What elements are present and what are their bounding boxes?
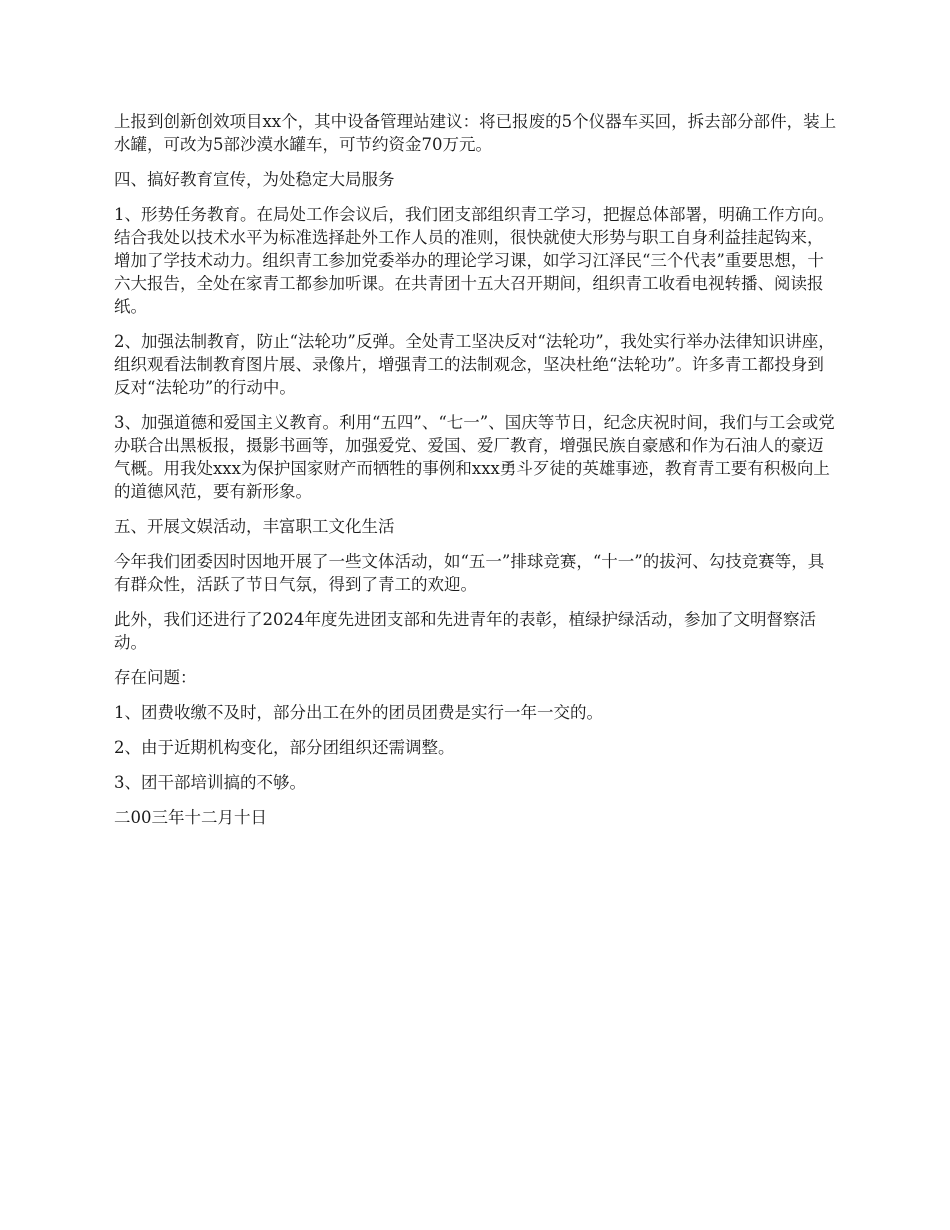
document-body — [114, 110, 839, 841]
paragraph-situation-education: 1、形势任务教育。在局处工作会议后，我们团支部组织青工学习，把握总体部署，明确工作方向。结合我处以技术水平为标准选择赴外工作人员的准则，很快就使大形势与职工自身利益挂起钩来，增加了学技术动力。组织青工参加党委举办的理论学习课，如学习江泽民“三个代表”重要思想，十六大报告，全处在家青工都参加听课。在共青团十五大召开期间，组织青工收看电视转播、阅读报纸。 — [114, 205, 834, 316]
problem-item-3: 3、团干部培训搞的不够。 — [114, 773, 306, 792]
problem-item-1: 1、团费收缴不及时，部分出工在外的团员团费是实行一年一交的。 — [114, 703, 603, 722]
document-date: 二00三年十二月十日 — [114, 808, 267, 827]
paragraph-legal-education: 2、加强法制教育，防止“法轮功”反弹。全处青工坚决反对“法轮功”，我处实行举办法律知识讲座，组织观看法制教育图片展、录像片，增强青工的法制观念，坚决杜绝“法轮功”。许多青工都投身到反对“法轮功”的行动中。 — [114, 332, 835, 397]
paragraph-commendation: 此外，我们还进行了2024年度先进团支部和先进青年的表彰，植绿护绿活动，参加了文明督察活动。 — [114, 610, 816, 652]
problems-heading: 存在问题： — [114, 668, 197, 687]
paragraph-sports-activities: 今年我们团委因时因地开展了一些文体活动，如“五一”排球竞赛，“十一”的拔河、勾技竞赛等，具有群众性，活跃了节日气氛，得到了青工的欢迎。 — [114, 552, 825, 594]
problem-item-2: 2、由于近期机构变化，部分团组织还需调整。 — [114, 738, 455, 757]
section-heading-recreation: 五、开展文娱活动，丰富职工文化生活 — [114, 517, 395, 536]
paragraph-patriotic-education: 3、加强道德和爱国主义教育。利用“五四”、“七一”、国庆等节日，纪念庆祝时间，我们与工会或党办联合出黑板报，摄影书画等，加强爱党、爱国、爱厂教育，增强民族自豪感和作为石油人的豪迈气概。用我处xxx为保护国家财产而牺牲的事例和xxx勇斗歹徒的英雄事迹，教育青工要有积极向上的道德风范，要有新形象。 — [114, 413, 835, 501]
paragraph-innovation-projects: 上报到创新创效项目xx个，其中设备管理站建议：将已报废的5个仪器车买回，拆去部分部件，装上水罐，可改为5部沙漠水罐车，可节约资金70万元。 — [114, 112, 837, 154]
section-heading-education: 四、搞好教育宣传，为处稳定大局服务 — [114, 170, 395, 189]
